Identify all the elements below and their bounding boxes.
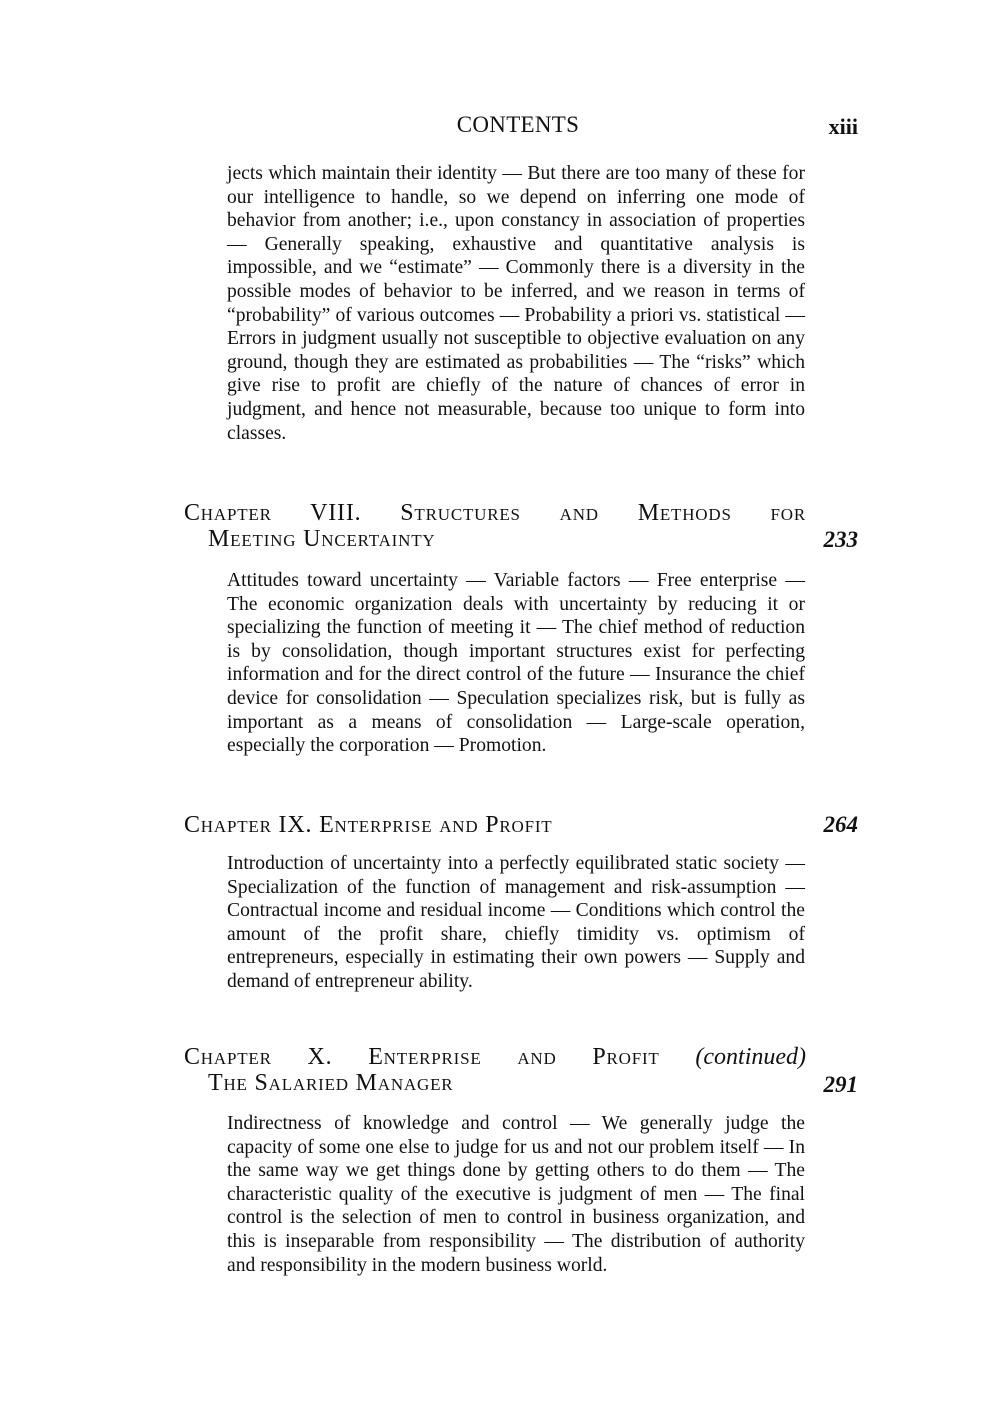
chapter-9-heading bbox=[184, 812, 806, 838]
chapter-8-heading-line1 bbox=[184, 500, 806, 526]
chapter-9-heading-line1 bbox=[184, 812, 553, 838]
chapter-10-heading bbox=[184, 1044, 806, 1096]
intro-paragraph: jects which maintain their identity — But there are too many of these for our intelligence to handle, so we depend on inferring one mode of behavior from another; i.e., upon constancy in association of properties — Generally speaking, exhaustive and quantitative analysis is impossible, and we “estimate” — Commonly there is a diversity in the possible modes of behavior to be inferred, and we reason in terms of “probability” of various outcomes — Probability a priori vs. statistical — Errors in judgment usually not susceptible to objective evaluation on any ground, though they are estimated as probabilities — The “risks” which give rise to profit are chiefly of the nature of chances of error in judgment, and hence not measurable, because too unique to form into classes. bbox=[227, 163, 805, 444]
chapter-10-title-line1: Enterprise and Profit bbox=[368, 1044, 660, 1070]
chapter-8-summary: Attitudes toward uncertainty — Variable factors — Free enterprise — The economic organization deals with uncertainty by reducing it or specializing the function of meeting it — The chief method of reduction is by consolidation, though important structures exist for perfecting information and for the direct control of the future — Insurance the chief device for consolidation — Speculation specializes risk, but is fully as important as a means of consolidation — Large-scale operation, especially the corporation — Promotion. bbox=[227, 570, 805, 757]
chapter-9-summary: Introduction of uncertainty into a perfectly equilibrated static society — Specialization of the function of management and risk-assumption — Contractual income and residual income — Conditions which control the amount of the profit share, chiefly timidity vs. optimism of entrepreneurs, especially in estimating their own powers — Supply and demand of entrepreneur ability. bbox=[227, 853, 805, 992]
page-header-title: CONTENTS bbox=[456, 112, 580, 137]
chapter-10-title-suffix: (continued) bbox=[695, 1044, 806, 1070]
chapter-10-summary: Indirectness of knowledge and control — We generally judge the capacity of some one else to judge for us and not our problem itself — In the same way we get things done by getting others to do them — The characteristic quality of the executive is judgment of men — The final control is the selection of men to control in business organization, and this is inseparable from responsibility — The distribution of authority and responsibility in the modern business world. bbox=[227, 1113, 805, 1276]
chapter-10-heading-line1 bbox=[184, 1044, 806, 1070]
chapter-8-label: Chapter VIII. bbox=[184, 500, 362, 526]
chapter-9-label: Chapter IX. bbox=[184, 812, 313, 838]
chapter-8-page-number: 233 bbox=[823, 527, 858, 552]
chapter-10-title-line2: The Salaried Manager bbox=[208, 1070, 454, 1096]
chapter-9-page-number: 264 bbox=[823, 812, 858, 837]
chapter-8-title-line1: Structures and Methods for bbox=[400, 500, 806, 526]
chapter-10-page-number: 291 bbox=[823, 1072, 858, 1097]
chapter-10-label: Chapter X. bbox=[184, 1044, 333, 1070]
chapter-8-title-line2: Meeting Uncertainty bbox=[208, 526, 436, 552]
chapter-9-title-line1: Enterprise and Profit bbox=[319, 812, 553, 838]
page-number: xiii bbox=[828, 114, 858, 139]
chapter-8-heading bbox=[184, 500, 806, 552]
